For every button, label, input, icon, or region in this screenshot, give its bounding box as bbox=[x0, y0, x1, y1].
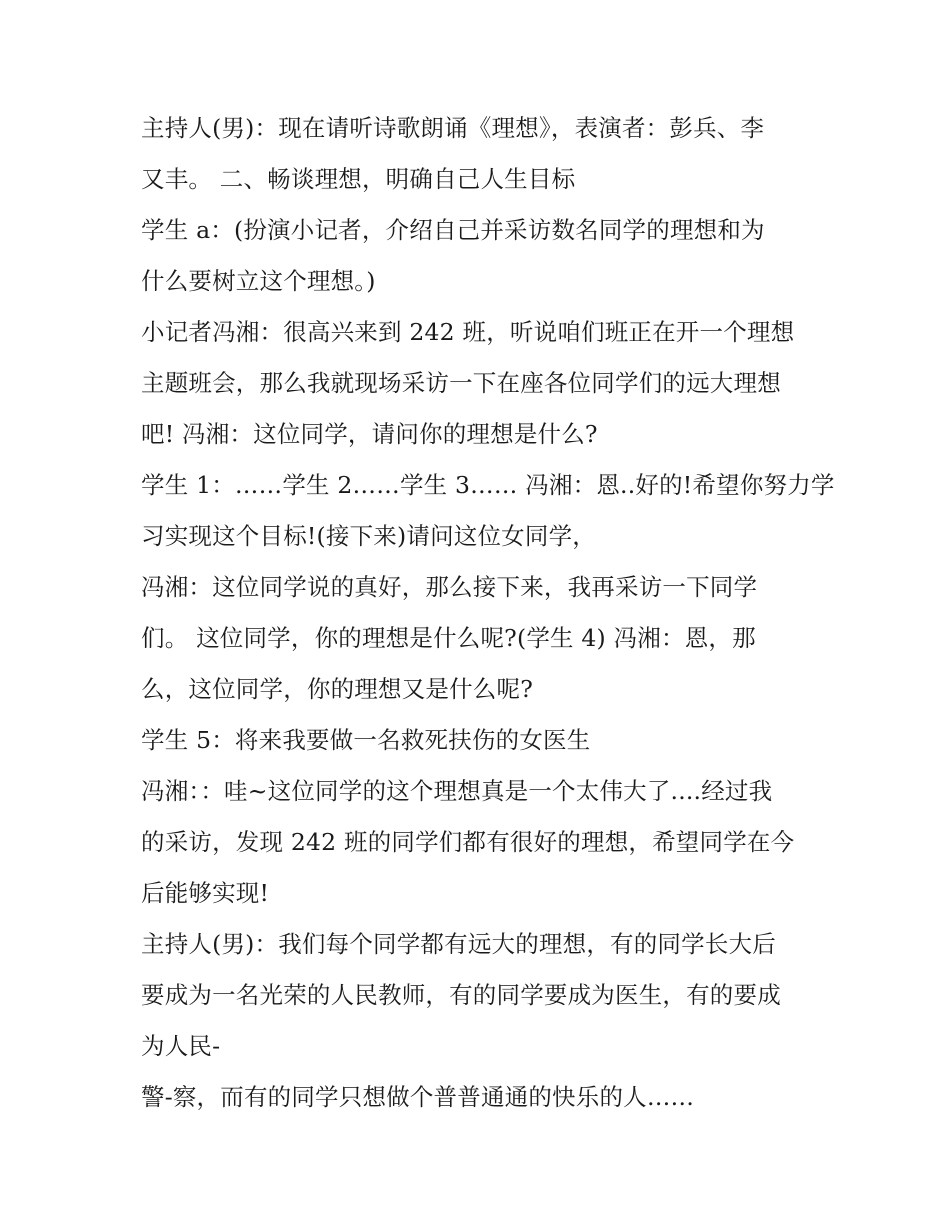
text-line: 么，这位同学，你的理想又是什么呢? bbox=[141, 675, 533, 703]
text-line: 主持人(男)：我们每个同学都有远大的理想，有的同学长大后 bbox=[141, 930, 776, 958]
text-line: 为人民- bbox=[141, 1032, 221, 1060]
text-line: 小记者冯湘：很高兴来到 242 班，听说咱们班正在开一个理想 bbox=[141, 318, 795, 346]
text-line: 冯湘：这位同学说的真好，那么接下来，我再采访一下同学 bbox=[141, 573, 758, 601]
text-line: 又丰。 二、畅谈理想，明确自己人生目标 bbox=[141, 165, 576, 193]
text-line: 吧! 冯湘：这位同学，请问你的理想是什么? bbox=[141, 420, 598, 448]
text-line: 学生 5：将来我要做一名救死扶伤的女医生 bbox=[141, 726, 591, 754]
text-line: 什么要树立这个理想。) bbox=[141, 267, 376, 295]
text-line: 习实现这个目标!(接下来)请问这位女同学， bbox=[141, 522, 596, 550]
document-body bbox=[141, 103, 835, 1123]
text-line: 学生 1：……学生 2……学生 3…… 冯湘：恩..好的!希望你努力学 bbox=[141, 471, 835, 499]
text-line: 后能够实现! bbox=[141, 879, 270, 907]
text-line: 警-察，而有的同学只想做个普普通通的快乐的人…… bbox=[141, 1083, 695, 1111]
text-line: 学生 a：(扮演小记者，介绍自己并采访数名同学的理想和为 bbox=[141, 216, 765, 244]
text-line: 要成为一名光荣的人民教师，有的同学要成为医生，有的要成 bbox=[141, 981, 781, 1009]
text-line: 冯湘：：哇~这位同学的这个理想真是一个太伟大了....经过我 bbox=[141, 777, 773, 805]
text-line: 主题班会，那么我就现场采访一下在座各位同学们的远大理想 bbox=[141, 369, 781, 397]
text-line: 们。 这位同学，你的理想是什么呢?(学生 4) 冯湘：恩，那 bbox=[141, 624, 756, 652]
text-line: 的采访，发现 242 班的同学们都有很好的理想，希望同学在今 bbox=[141, 828, 795, 856]
text-line: 主持人(男)：现在请听诗歌朗诵《理想》，表演者：彭兵、李 bbox=[141, 114, 765, 142]
